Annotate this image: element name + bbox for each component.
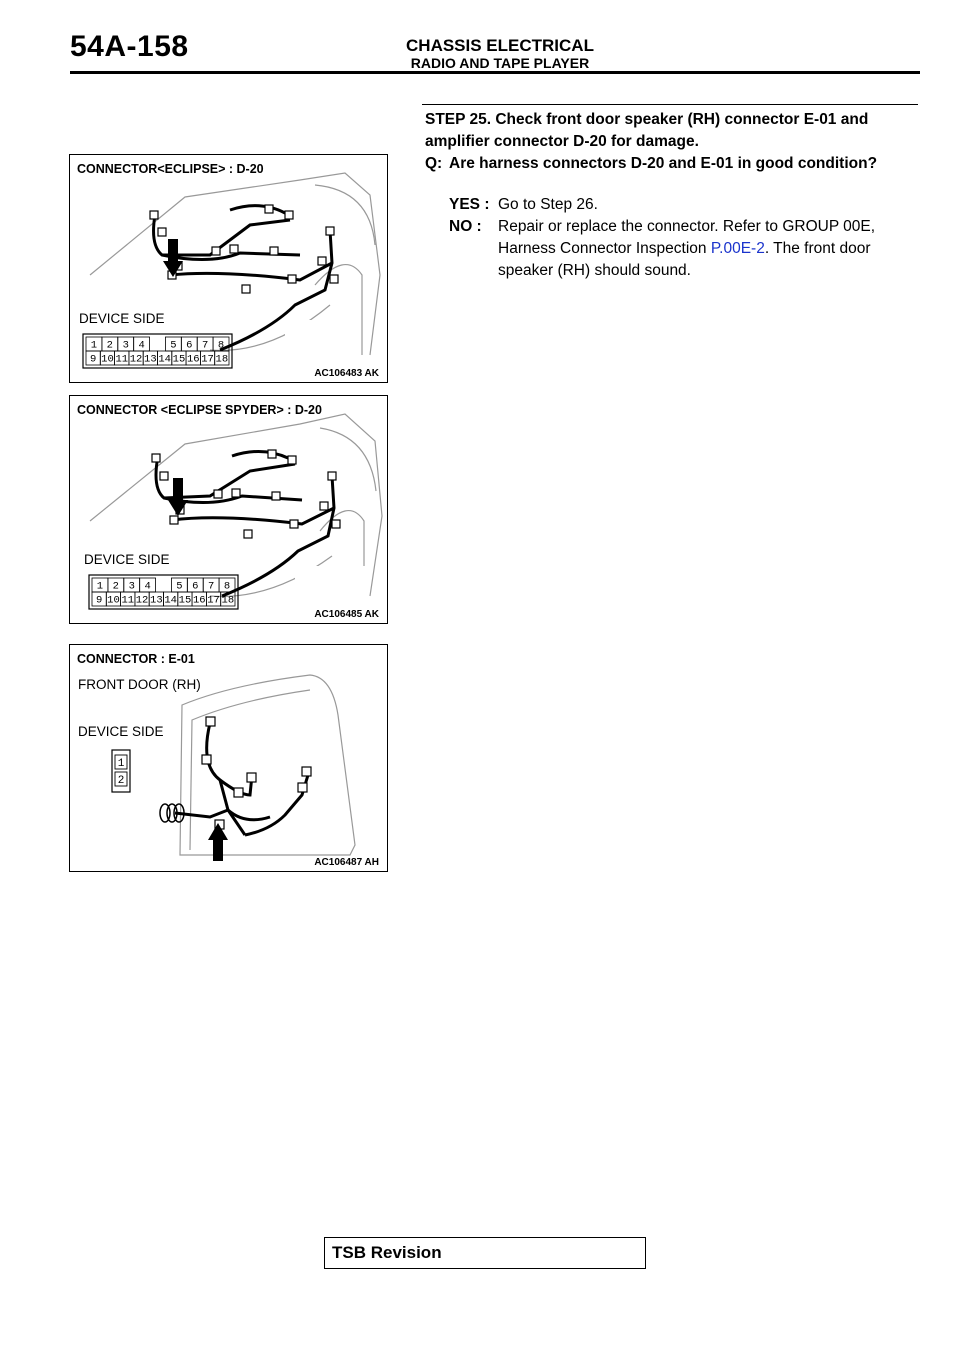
pin-label: 13 — [144, 353, 157, 366]
pin-label: 10 — [107, 594, 120, 607]
figure-code-suffix: AH — [364, 857, 379, 868]
figure-code-id: AC106483 — [314, 368, 363, 379]
harness-illustration — [70, 155, 387, 382]
pin-label: 6 — [186, 339, 193, 352]
pin-label: 12 — [135, 594, 149, 607]
figure-d20-eclipse — [69, 154, 388, 383]
connector-e01-face — [112, 750, 130, 792]
pin-label: 17 — [201, 353, 214, 366]
pin-label: 1 — [90, 339, 98, 352]
figure-code-suffix: AK — [364, 609, 379, 620]
figure-code-id: AC106487 — [314, 857, 363, 868]
pin-label: 16 — [186, 353, 200, 366]
pin-label: 6 — [192, 580, 199, 593]
section-title: CHASSIS ELECTRICAL — [406, 36, 594, 55]
answer-no — [449, 216, 919, 282]
yes-label: YES : — [449, 196, 490, 213]
pin-label: 17 — [207, 594, 220, 607]
pin-label: 12 — [129, 353, 143, 366]
pin-label: 18 — [221, 594, 235, 607]
tsb-revision-box — [324, 1237, 646, 1269]
pin-label: 2 — [106, 339, 113, 352]
inspection-link[interactable]: P.00E-2 — [710, 240, 765, 257]
device-side-label: DEVICE SIDE — [84, 552, 170, 567]
figure-code — [314, 857, 379, 868]
pin-label: 9 — [95, 594, 103, 607]
pin-label: 8 — [217, 339, 225, 352]
pin-label: 10 — [101, 353, 114, 366]
pin-label: 3 — [122, 339, 129, 352]
figure-code-suffix: AK — [364, 368, 379, 379]
pin-label: 3 — [128, 580, 135, 593]
answer-yes — [449, 194, 919, 216]
pin-label: 15 — [178, 594, 192, 607]
no-label: NO : — [449, 218, 482, 235]
no-text-after: . The front door speaker (RH) should sound. — [498, 240, 871, 279]
pin-grid — [83, 334, 232, 368]
page-number: 54A-158 — [70, 30, 189, 63]
pin-label: 8 — [223, 580, 231, 593]
question — [425, 153, 915, 175]
figure-e01 — [69, 644, 388, 872]
figure-title: CONNECTOR : E-01 — [77, 652, 195, 666]
pin-label: 15 — [172, 353, 186, 366]
figure-code-id: AC106485 — [314, 609, 363, 620]
pin-label: 18 — [215, 353, 229, 366]
pin-label: 7 — [202, 339, 209, 352]
pin-label: 1 — [96, 580, 104, 593]
answers — [449, 194, 919, 282]
no-text-before: Repair or replace the connector. Refer to GROUP 00E, Harness Connector Inspection — [498, 218, 876, 257]
question-label: Q: — [425, 155, 443, 172]
question-text: Are harness connectors D-20 and E-01 in good condition? — [449, 155, 878, 172]
pin-label: 7 — [208, 580, 215, 593]
figure-title: CONNECTOR <ECLIPSE SPYDER> : D-20 — [77, 403, 322, 417]
yes-text: Go to Step 26. — [498, 196, 598, 213]
step-title: STEP 25. Check front door speaker (RH) connector E-01 and amplifier connector D-20 for damage. — [425, 111, 869, 150]
pin-label: 9 — [89, 353, 97, 366]
pin-label: 2 — [112, 580, 119, 593]
figure-code — [314, 609, 379, 620]
section-subtitle: RADIO AND TAPE PLAYER — [410, 55, 590, 71]
figure-code — [314, 368, 379, 379]
pin-label: 5 — [170, 339, 177, 352]
header-rule — [70, 71, 920, 74]
pin-label: 4 — [144, 580, 151, 593]
pin-label: 5 — [176, 580, 183, 593]
pin-label: 1 — [117, 758, 125, 770]
pin-label: 11 — [121, 594, 135, 607]
device-side-label: DEVICE SIDE — [78, 724, 164, 739]
device-side-label: DEVICE SIDE — [79, 311, 165, 326]
pin-grid — [89, 575, 238, 609]
pin-label: 14 — [164, 594, 177, 607]
pin-label: 14 — [158, 353, 171, 366]
figure-d20-eclipse-spyder — [69, 395, 388, 624]
pin-label: 16 — [192, 594, 206, 607]
tsb-revision-label: TSB Revision — [332, 1243, 442, 1262]
pin-label: 13 — [150, 594, 163, 607]
pin-label: 2 — [117, 775, 125, 787]
figure-title: CONNECTOR<ECLIPSE> : D-20 — [77, 162, 264, 176]
pin-label: 11 — [115, 353, 129, 366]
pin-label: 4 — [138, 339, 145, 352]
location-label: FRONT DOOR (RH) — [78, 677, 201, 692]
harness-illustration — [70, 396, 387, 623]
step-rule — [422, 104, 918, 105]
